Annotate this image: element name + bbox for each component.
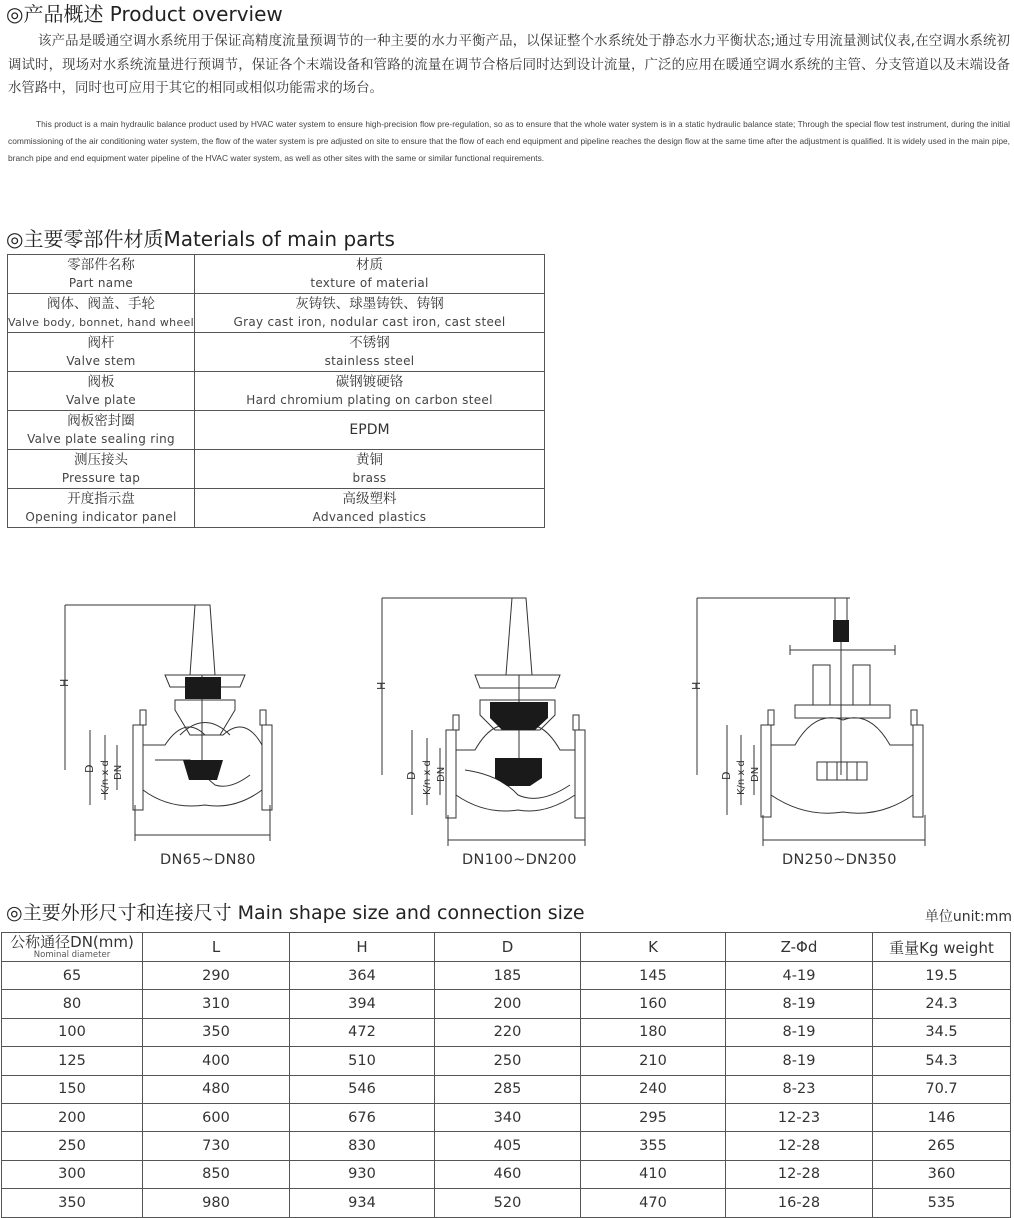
material-cell bbox=[195, 294, 545, 333]
cell: 460 bbox=[435, 1160, 581, 1188]
part-en: Valve plate sealing ring bbox=[27, 432, 175, 446]
size-table bbox=[1, 932, 1011, 1218]
caption-dn65-dn80: DN65~DN80 bbox=[160, 852, 256, 868]
valve-diagram-dn100-dn200 bbox=[370, 590, 610, 850]
size-header-row bbox=[2, 933, 1011, 962]
mat-zh: 灰铸铁、球墨铸铁、铸钢 bbox=[295, 296, 444, 312]
part-zh: 阀板 bbox=[87, 374, 115, 390]
cell: 470 bbox=[581, 1189, 726, 1217]
cell: 19.5 bbox=[873, 962, 1011, 990]
cell: 546 bbox=[290, 1075, 435, 1103]
cell: 8-19 bbox=[726, 1047, 873, 1075]
mat-zh: 碳钢镀硬铬 bbox=[335, 374, 404, 390]
cell: 185 bbox=[435, 962, 581, 990]
cell: 24.3 bbox=[873, 990, 1011, 1018]
materials-row bbox=[8, 294, 545, 333]
materials-row bbox=[8, 450, 545, 489]
left-flange bbox=[446, 730, 456, 818]
part-cell bbox=[8, 372, 195, 411]
col-d: D bbox=[435, 933, 581, 962]
materials-header-material bbox=[195, 255, 545, 294]
cell: 250 bbox=[2, 1132, 143, 1160]
cell: 472 bbox=[290, 1018, 435, 1046]
cell: 295 bbox=[581, 1103, 726, 1131]
cell: 480 bbox=[143, 1075, 290, 1103]
col-dn-zh: 公称通径DN(mm) bbox=[10, 933, 134, 951]
label-k: K/n x d bbox=[736, 760, 747, 795]
cell: 220 bbox=[435, 1018, 581, 1046]
cell: 8-19 bbox=[726, 1018, 873, 1046]
label-k: K/n x d bbox=[100, 760, 111, 795]
mat-en: stainless steel bbox=[324, 354, 415, 368]
header-part-zh: 零部件名称 bbox=[67, 257, 135, 273]
right-flange bbox=[913, 725, 923, 817]
cell: 4-19 bbox=[726, 962, 873, 990]
col-k: K bbox=[581, 933, 726, 962]
cell: 145 bbox=[581, 962, 726, 990]
stem-top bbox=[506, 598, 532, 675]
col-dn bbox=[2, 933, 143, 962]
caption-dn250-dn350: DN250~DN350 bbox=[782, 852, 897, 868]
material-cell bbox=[195, 333, 545, 372]
mat-en: Gray cast iron, nodular cast iron, cast steel bbox=[233, 315, 506, 329]
materials-row bbox=[8, 333, 545, 372]
unit-label: 单位unit:mm bbox=[924, 909, 1012, 925]
cell: 150 bbox=[2, 1075, 143, 1103]
col-weight: 重量Kg weight bbox=[873, 933, 1011, 962]
cell: 310 bbox=[143, 990, 290, 1018]
cell: 12-28 bbox=[726, 1132, 873, 1160]
cell: 250 bbox=[435, 1047, 581, 1075]
part-cell bbox=[8, 333, 195, 372]
part-cell bbox=[8, 411, 195, 450]
label-d: D bbox=[720, 771, 733, 780]
right-flange bbox=[575, 730, 585, 818]
header-mat-zh: 材质 bbox=[356, 257, 383, 273]
cell: 360 bbox=[873, 1160, 1011, 1188]
cell: 16-28 bbox=[726, 1189, 873, 1217]
materials-heading: ◎主要零部件材质Materials of main parts bbox=[6, 227, 395, 251]
header-part-en: Part name bbox=[68, 276, 134, 290]
part-en: Valve body, bonnet, hand wheel bbox=[8, 316, 194, 329]
cell: 70.7 bbox=[873, 1075, 1011, 1103]
col-l: L bbox=[143, 933, 290, 962]
cell: 285 bbox=[435, 1075, 581, 1103]
mat-en: brass bbox=[352, 471, 387, 485]
valve-plate bbox=[183, 760, 223, 780]
size-row bbox=[2, 1047, 1011, 1075]
cell: 8-19 bbox=[726, 990, 873, 1018]
size-row bbox=[2, 962, 1011, 990]
label-h: H bbox=[58, 678, 71, 687]
stem-top bbox=[190, 605, 215, 675]
bonnet-flange bbox=[795, 705, 890, 718]
cell: 930 bbox=[290, 1160, 435, 1188]
cell: 405 bbox=[435, 1132, 581, 1160]
material-cell bbox=[195, 372, 545, 411]
cell: 180 bbox=[581, 1018, 726, 1046]
cell: 54.3 bbox=[873, 1047, 1011, 1075]
materials-row bbox=[8, 489, 545, 528]
part-zh: 阀体、阀盖、手轮 bbox=[47, 296, 155, 312]
valve-diagram-dn65-dn80 bbox=[55, 595, 295, 850]
valve-plate bbox=[817, 762, 867, 780]
part-zh: 测压接头 bbox=[74, 452, 128, 468]
size-row bbox=[2, 1103, 1011, 1131]
part-zh: 阀杆 bbox=[87, 335, 115, 351]
cell: 730 bbox=[143, 1132, 290, 1160]
part-cell bbox=[8, 294, 195, 333]
cell: 125 bbox=[2, 1047, 143, 1075]
stem-nut bbox=[833, 620, 849, 642]
valve-diagram-dn250-dn350 bbox=[685, 590, 940, 850]
part-cell bbox=[8, 489, 195, 528]
right-flange bbox=[262, 725, 272, 810]
part-cell bbox=[8, 450, 195, 489]
cell: 80 bbox=[2, 990, 143, 1018]
header-mat-en: texture of material bbox=[310, 276, 429, 290]
overview-en-paragraph: This product is a main hydraulic balance product used by HVAC water system to ensure high-precision flow pre-regulation, so as to ensure that the whole water system is in a static hydraulic balance state; Through the special flow test instrument, during the initial commissioning of the air conditioning water system, the flow of the water system is pre adjusted on site to ensure that the flow of each end equipment and pipeline reaches the design flow at the same time after the adjustment is qualified. It is widely used in the main pipe, branch pipe and end equipment water pipeline of the HVAC water system, as well as other sites with the same or similar functional requirements. bbox=[8, 119, 1010, 163]
cell: 12-28 bbox=[726, 1160, 873, 1188]
size-row bbox=[2, 1160, 1011, 1188]
hand-wheel bbox=[475, 675, 560, 688]
size-row bbox=[2, 1018, 1011, 1046]
material-cell bbox=[195, 450, 545, 489]
material-cell bbox=[195, 411, 545, 450]
part-en: Opening indicator panel bbox=[25, 510, 177, 524]
cell: 535 bbox=[873, 1189, 1011, 1217]
part-en: Valve plate bbox=[66, 393, 136, 407]
part-zh: 开度指示盘 bbox=[67, 491, 135, 507]
size-body bbox=[2, 962, 1011, 1218]
cell: 265 bbox=[873, 1132, 1011, 1160]
cell: 200 bbox=[2, 1103, 143, 1131]
cell: 290 bbox=[143, 962, 290, 990]
bonnet bbox=[175, 700, 235, 735]
cell: 34.5 bbox=[873, 1018, 1011, 1046]
size-row bbox=[2, 1132, 1011, 1160]
part-en: Pressure tap bbox=[61, 471, 141, 485]
overview-zh-paragraph: 该产品是暖通空调水系统用于保证高精度流量预调节的一种主要的水力平衡产品，以保证整个水系统处于静态水力平衡状态;通过专用流量测试仪表,在空调水系统初调试时，现场对水系统流量进行预调节，保证各个末端设备和管路的流量在调节合格后同时达到设计流量，广泛的应用在暖通空调水系统的主管、分支管道以及末端设备水管路中，同时也可应用于其它的相同或相似功能需求的场台。 bbox=[8, 34, 1010, 96]
valve-body bbox=[771, 718, 913, 813]
valve-plate bbox=[495, 758, 542, 786]
cell: 410 bbox=[581, 1160, 726, 1188]
cell: 350 bbox=[143, 1018, 290, 1046]
mat-zh: 黄铜 bbox=[356, 452, 383, 468]
mat-en: Advanced plastics bbox=[312, 510, 427, 524]
cell: 65 bbox=[2, 962, 143, 990]
materials-row bbox=[8, 411, 545, 450]
cell: 210 bbox=[581, 1047, 726, 1075]
cell: 100 bbox=[2, 1018, 143, 1046]
cell: 146 bbox=[873, 1103, 1011, 1131]
mat-en: Hard chromium plating on carbon steel bbox=[246, 393, 493, 407]
cell: 600 bbox=[143, 1103, 290, 1131]
label-d: D bbox=[405, 771, 418, 780]
stem-nut bbox=[185, 677, 221, 699]
size-row bbox=[2, 1189, 1011, 1217]
cell: 8-23 bbox=[726, 1075, 873, 1103]
part-en: Valve stem bbox=[66, 354, 136, 368]
label-dn: DN bbox=[750, 766, 761, 782]
cell: 340 bbox=[435, 1103, 581, 1131]
label-k: K/n x d bbox=[422, 760, 433, 795]
cell: 394 bbox=[290, 990, 435, 1018]
label-dn: DN bbox=[113, 764, 124, 780]
materials-row bbox=[8, 372, 545, 411]
col-h: H bbox=[290, 933, 435, 962]
mat-zh: 高级塑料 bbox=[342, 491, 397, 507]
size-row bbox=[2, 1075, 1011, 1103]
cell: 12-23 bbox=[726, 1103, 873, 1131]
mat-zh: 不锈钢 bbox=[349, 335, 390, 351]
cell: 934 bbox=[290, 1189, 435, 1217]
cell: 400 bbox=[143, 1047, 290, 1075]
left-flange bbox=[133, 725, 143, 810]
cell: 355 bbox=[581, 1132, 726, 1160]
cell: 240 bbox=[581, 1075, 726, 1103]
col-dn-en: Nominal diameter bbox=[33, 950, 111, 960]
cell: 364 bbox=[290, 962, 435, 990]
label-h: H bbox=[375, 681, 388, 690]
left-flange bbox=[761, 725, 771, 817]
sizes-heading: ◎主要外形尺寸和连接尺寸 Main shape size and connection size bbox=[6, 902, 585, 924]
part-zh: 阀板密封圈 bbox=[67, 413, 135, 429]
cell: 510 bbox=[290, 1047, 435, 1075]
label-dn: DN bbox=[436, 766, 447, 782]
cell: 520 bbox=[435, 1189, 581, 1217]
caption-dn100-dn200: DN100~DN200 bbox=[462, 852, 577, 868]
label-d: D bbox=[83, 764, 96, 773]
col-z: Z-Φd bbox=[726, 933, 873, 962]
mat-single: EPDM bbox=[349, 422, 390, 438]
cell: 676 bbox=[290, 1103, 435, 1131]
cell: 980 bbox=[143, 1189, 290, 1217]
materials-header-part bbox=[8, 255, 195, 294]
materials-header-row bbox=[8, 255, 545, 294]
cell: 830 bbox=[290, 1132, 435, 1160]
size-row bbox=[2, 990, 1011, 1018]
cell: 300 bbox=[2, 1160, 143, 1188]
cell: 350 bbox=[2, 1189, 143, 1217]
cell: 160 bbox=[581, 990, 726, 1018]
cell: 850 bbox=[143, 1160, 290, 1188]
cell: 200 bbox=[435, 990, 581, 1018]
label-h: H bbox=[690, 681, 703, 690]
materials-table bbox=[7, 254, 545, 528]
bonnet-dark bbox=[490, 702, 548, 730]
material-cell bbox=[195, 489, 545, 528]
overview-heading: ◎产品概述 Product overview bbox=[6, 2, 283, 26]
